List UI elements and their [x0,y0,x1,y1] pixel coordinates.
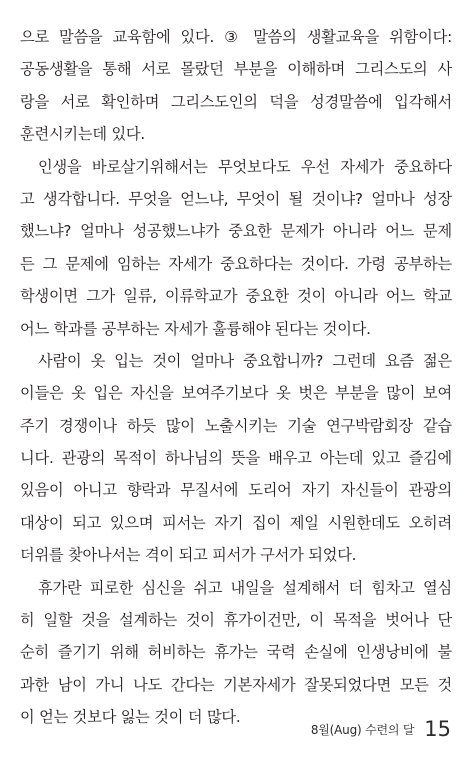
text-line: 으로 말씀을 교육함에 있다. ③ 말씀의 생활교육을 위함이다: [20,28,452,46]
running-head: 8월(Aug) 수련의 달 [310,722,415,737]
page-number: 15 [424,717,451,741]
text-line: 휴가란 피로한 심신을 쉬고 내일을 설계해서 더 힘차고 열심 [38,578,452,597]
text-line: 주기 경쟁이나 하듯 많이 노출시키는 기술 연구박람회장 같습 [20,416,452,435]
text-line: 있음이 아니고 향락과 무질서에 도리어 자기 자신들이 관광의 [20,481,452,500]
text-line: 든 그 문제에 임하는 자세가 중요하다는 것이다. 가령 공부하는 [20,254,452,273]
text-line: 훈련시키는데 있다. [20,125,146,144]
text-line: 했느냐? 얼마나 성공했느냐가 중요한 문제가 아니라 어느 문제 [20,222,452,241]
text-line: 사람이 옷 입는 것이 얼마나 중요합니까? 그런데 요즘 젊은 [38,351,452,370]
page-footer [311,714,451,744]
text-line: 학생이면 그가 일류, 이류학교가 중요한 것이 아니라 어느 학교 [20,287,452,306]
text-line: 랑을 서로 확인하며 그리스도인의 덕을 성경말씀에 입각해서 [20,92,452,111]
text-line: 더위를 찾아나서는 격이 되고 피서가 구서가 되었다. [20,546,357,565]
body-text [20,21,452,734]
text-line: 인생을 바로살기위해서는 무엇보다도 우선 자세가 중요하다 [38,157,452,176]
text-line: 히 일할 것을 설계하는 것이 휴가이건만, 이 목적을 벗어나 단 [20,611,452,630]
text-line: 이 얻는 것보다 잃는 것이 더 많다. [20,708,241,727]
text-line: 고 생각합니다. 무엇을 얻느냐, 무엇이 될 것이냐? 얼마나 성장 [20,189,452,208]
text-line: 대상이 되고 있으며 피서는 자기 집이 제일 시원한데도 오히려 [20,513,452,532]
text-line: 이들은 옷 입은 자신을 보여주기보다 옷 벗은 부분을 많이 보여 [20,384,452,403]
text-line: 과한 남이 가니 나도 간다는 기본자세가 잘못되었다면 모든 것 [20,675,452,694]
text-line: 니다. 관광의 목적이 하나님의 뜻을 배우고 아는데 있고 즐김에 [20,449,452,468]
text-line: 공동생활을 통해 서로 몰랐던 부분을 이해하며 그리스도의 사 [20,60,452,79]
text-line: 어느 학과를 공부하는 자세가 훌륭해야 된다는 것이다. [20,319,371,338]
text-line: 순히 즐기기 위해 허비하는 휴가는 국력 손실에 인생낭비에 불 [20,643,452,662]
